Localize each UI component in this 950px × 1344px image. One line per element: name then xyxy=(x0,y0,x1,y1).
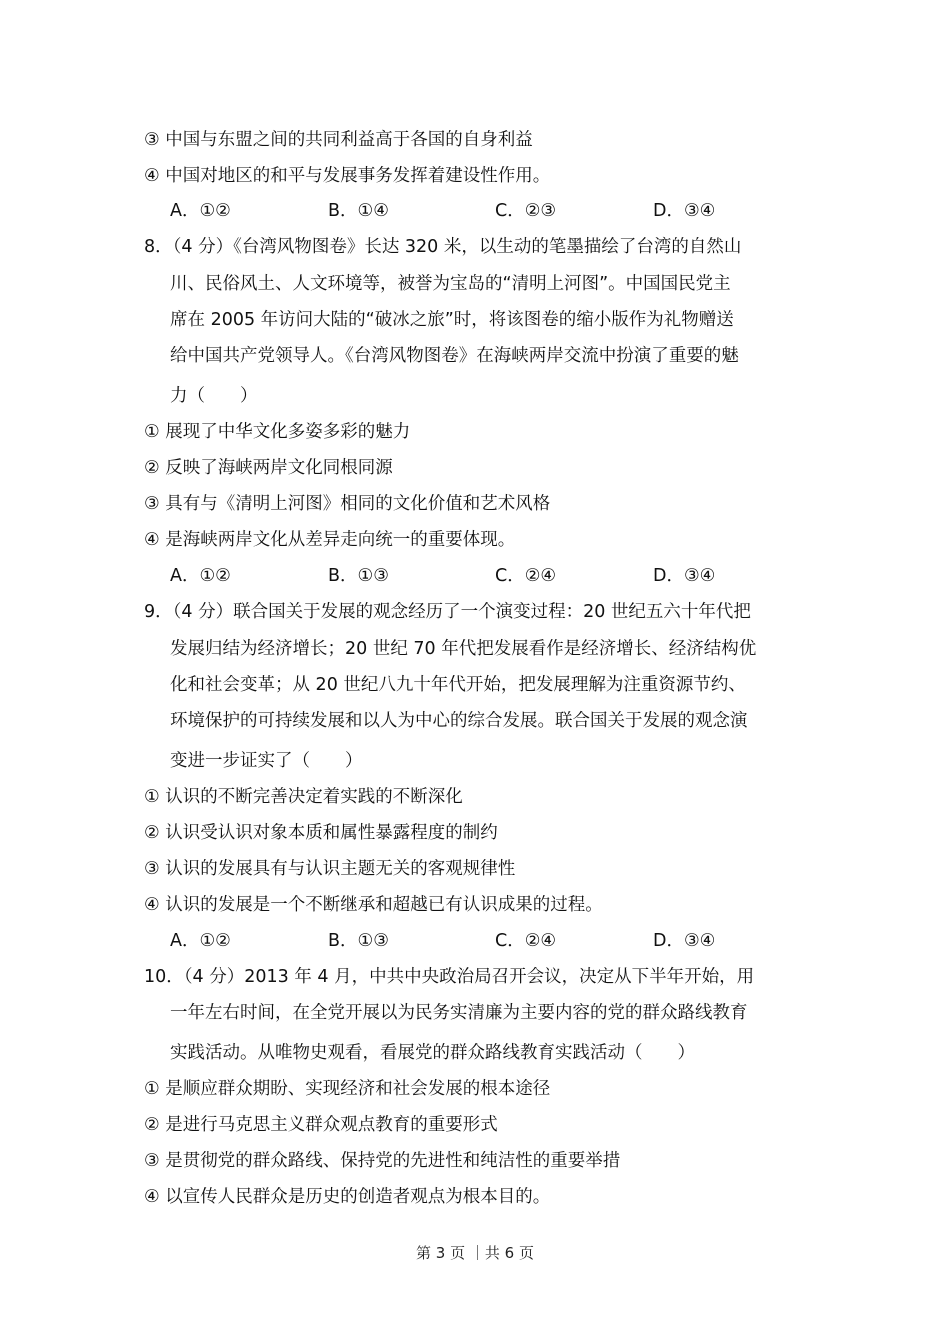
q10-statement-3: ③ 是贯彻党的群众路线、保持党的先进性和纯洁性的重要举措 xyxy=(144,1151,621,1171)
q8-stem-line-5: 力（ ） xyxy=(170,386,258,406)
q7-option-d: D．③④ xyxy=(653,201,716,221)
q7-option-b: B．①④ xyxy=(328,201,389,221)
q9-stem-line-3: 化和社会变革；从 20 世纪八九十年代开始，把发展理解为注重资源节约、 xyxy=(170,675,746,695)
q9-stem-line-2: 发展归结为经济增长；20 世纪 70 年代把发展看作是经济增长、经济结构优 xyxy=(170,639,757,659)
q9-statement-4: ④ 认识的发展是一个不断继承和超越已有认识成果的过程。 xyxy=(144,895,603,915)
q10-statement-2: ② 是进行马克思主义群众观点教育的重要形式 xyxy=(144,1115,498,1135)
q7-option-c: C．②③ xyxy=(495,201,557,221)
q8-stem-line-1: 8．（4 分）《台湾风物图卷》长达 320 米，以生动的笔墨描绘了台湾的自然山 xyxy=(144,237,742,257)
q10-statement-1: ① 是顺应群众期盼、实现经济和社会发展的根本途径 xyxy=(144,1079,551,1099)
q8-statement-2: ② 反映了海峡两岸文化同根同源 xyxy=(144,458,393,478)
q8-statement-3: ③ 具有与《清明上河图》相同的文化价值和艺术风格 xyxy=(144,494,551,514)
q9-option-d: D．③④ xyxy=(653,931,716,951)
q7-option-a: A．①② xyxy=(170,201,231,221)
q9-option-c: C．②④ xyxy=(495,931,557,951)
q8-option-b: B．①③ xyxy=(328,566,389,586)
q9-statement-2: ② 认识受认识对象本质和属性暴露程度的制约 xyxy=(144,823,498,843)
q7-statement-3: ③ 中国与东盟之间的共同利益高于各国的自身利益 xyxy=(144,130,533,150)
q8-options xyxy=(0,564,950,588)
q9-statement-3: ③ 认识的发展具有与认识主题无关的客观规律性 xyxy=(144,859,516,879)
page-footer: 第 3 页 ｜共 6 页 xyxy=(416,1244,534,1262)
q7-options xyxy=(0,199,950,223)
q8-stem-line-4: 给中国共产党领导人。《台湾风物图卷》在海峡两岸交流中扮演了重要的魅 xyxy=(170,346,739,366)
q10-statement-4: ④ 以宣传人民群众是历史的创造者观点为根本目的。 xyxy=(144,1187,551,1207)
q8-option-c: C．②④ xyxy=(495,566,557,586)
q9-stem-line-5: 变进一步证实了（ ） xyxy=(170,751,363,771)
q7-statement-4: ④ 中国对地区的和平与发展事务发挥着建设性作用。 xyxy=(144,166,551,186)
q10-stem-line-3: 实践活动。从唯物史观看，看展党的群众路线教育实践活动（ ） xyxy=(170,1043,695,1063)
q8-option-a: A．①② xyxy=(170,566,231,586)
q10-stem-line-2: 一年左右时间，在全党开展以为民务实清廉为主要内容的党的群众路线教育 xyxy=(170,1003,748,1023)
q10-stem-line-1: 10．（4 分）2013 年 4 月，中共中央政治局召开会议，决定从下半年开始，用 xyxy=(144,967,755,987)
q8-statement-1: ① 展现了中华文化多姿多彩的魅力 xyxy=(144,422,411,442)
q8-statement-4: ④ 是海峡两岸文化从差异走向统一的重要体现。 xyxy=(144,530,516,550)
q9-stem-line-4: 环境保护的可持续发展和以人为中心的综合发展。联合国关于发展的观念演 xyxy=(170,711,748,731)
q8-stem-line-3: 席在 2005 年访问大陆的“破冰之旅”时，将该图卷的缩小版作为礼物赠送 xyxy=(170,310,734,330)
q9-option-b: B．①③ xyxy=(328,931,389,951)
q9-stem-line-1: 9．（4 分）联合国关于发展的观念经历了一个演变过程：20 世纪五六十年代把 xyxy=(144,602,751,622)
q9-option-a: A．①② xyxy=(170,931,231,951)
q8-option-d: D．③④ xyxy=(653,566,716,586)
q8-stem-line-2: 川、民俗风土、人文环境等，被誉为宝岛的“清明上河图”。中国国民党主 xyxy=(170,274,731,294)
q9-statement-1: ① 认识的不断完善决定着实践的不断深化 xyxy=(144,787,463,807)
q9-options xyxy=(0,929,950,953)
